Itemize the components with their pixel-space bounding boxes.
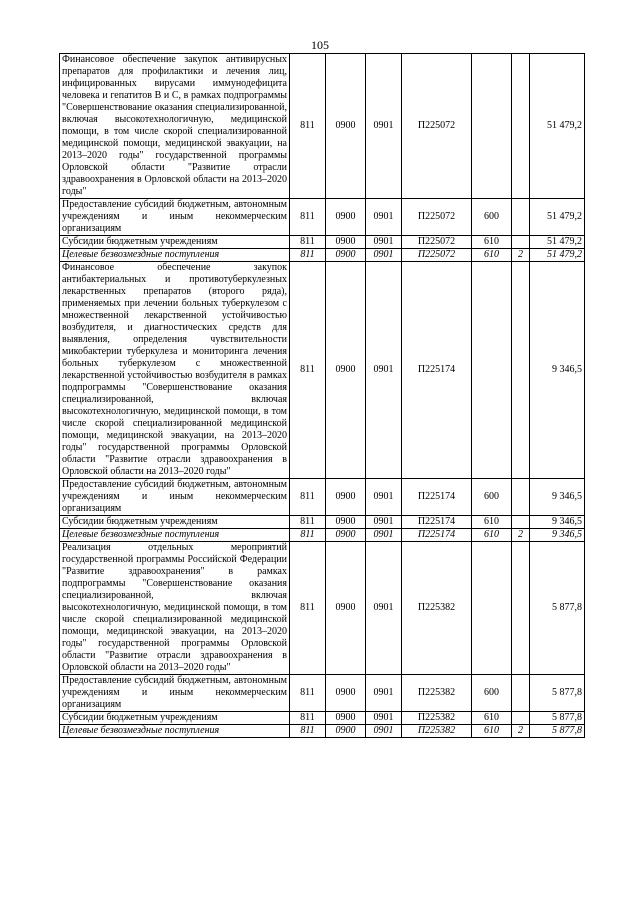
- code-expense-type: [472, 542, 512, 675]
- code-section: 0900: [326, 529, 366, 542]
- code-source: [512, 199, 530, 236]
- code-expense-type: [472, 262, 512, 479]
- code-section: 0900: [326, 675, 366, 712]
- code-expense-type: 610: [472, 249, 512, 262]
- code-source: [512, 542, 530, 675]
- code-ministry: 811: [290, 675, 326, 712]
- code-section: 0900: [326, 54, 366, 199]
- code-subsection: 0901: [366, 249, 402, 262]
- code-subsection: 0901: [366, 516, 402, 529]
- code-expense-type: 600: [472, 675, 512, 712]
- code-ministry: 811: [290, 725, 326, 738]
- amount: 9 346,5: [530, 479, 585, 516]
- code-section: 0900: [326, 262, 366, 479]
- table-row: [60, 712, 585, 725]
- amount: 9 346,5: [530, 529, 585, 542]
- code-target: П225174: [402, 516, 472, 529]
- amount: 5 877,8: [530, 725, 585, 738]
- code-subsection: 0901: [366, 712, 402, 725]
- row-name: Предоставление субсидий бюджетным, автономным учреждениям и иным некоммерческим организациям: [60, 675, 290, 712]
- code-section: 0900: [326, 725, 366, 738]
- code-target: П225382: [402, 725, 472, 738]
- code-source: [512, 262, 530, 479]
- table-row: [60, 236, 585, 249]
- code-target: П225072: [402, 249, 472, 262]
- code-source: 2: [512, 249, 530, 262]
- row-name: Предоставление субсидий бюджетным, автономным учреждениям и иным некоммерческим организациям: [60, 199, 290, 236]
- code-source: [512, 54, 530, 199]
- code-ministry: 811: [290, 262, 326, 479]
- code-target: П225174: [402, 262, 472, 479]
- code-target: П225174: [402, 479, 472, 516]
- code-target: П225072: [402, 236, 472, 249]
- code-target: П225382: [402, 712, 472, 725]
- code-target: П225174: [402, 529, 472, 542]
- table-row: [60, 249, 585, 262]
- code-source: [512, 479, 530, 516]
- page-number: 105: [311, 38, 329, 52]
- code-subsection: 0901: [366, 262, 402, 479]
- table-row: [60, 516, 585, 529]
- code-expense-type: 610: [472, 725, 512, 738]
- code-subsection: 0901: [366, 236, 402, 249]
- amount: 5 877,8: [530, 712, 585, 725]
- code-section: 0900: [326, 479, 366, 516]
- code-section: 0900: [326, 516, 366, 529]
- code-target: П225382: [402, 675, 472, 712]
- code-expense-type: 610: [472, 236, 512, 249]
- code-source: [512, 236, 530, 249]
- table-row: [60, 262, 585, 479]
- amount: 51 479,2: [530, 236, 585, 249]
- table-row: [60, 529, 585, 542]
- code-ministry: 811: [290, 236, 326, 249]
- amount: 5 877,8: [530, 542, 585, 675]
- code-section: 0900: [326, 542, 366, 675]
- code-expense-type: 600: [472, 479, 512, 516]
- table-row: [60, 725, 585, 738]
- code-expense-type: 610: [472, 529, 512, 542]
- code-expense-type: [472, 54, 512, 199]
- row-name: Субсидии бюджетным учреждениям: [60, 516, 290, 529]
- amount: 9 346,5: [530, 516, 585, 529]
- amount: 51 479,2: [530, 54, 585, 199]
- row-name: Предоставление субсидий бюджетным, автономным учреждениям и иным некоммерческим организациям: [60, 479, 290, 516]
- table-row: [60, 54, 585, 199]
- code-subsection: 0901: [366, 529, 402, 542]
- row-name: Целевые безвозмездные поступления: [60, 249, 290, 262]
- code-ministry: 811: [290, 199, 326, 236]
- code-source: [512, 675, 530, 712]
- code-ministry: 811: [290, 542, 326, 675]
- row-name: Финансовое обеспечение закупок антибактериальных и противотуберкулезных лекарственных препаратов (второго ряда), применяемых при лечении больных туберкулезом с множественной лекарственной устойчивостью возбудителя, и диагностических средств для выявления, определения чувствительности микобактерии туберкулеза и мониторинга лечения больных туберкулезом с множественной лекарственной устойчивостью возбудителя в рамках подпрограммы "Совершенствование оказания специализированной, включая высокотехнологичную, медицинской помощи, в том числе скорой специализированной медицинской помощи, медицинской эвакуации, на 2013–2020 годы" государственной программы Орловской области "Развитие отрасли здравоохранения в Орловской области на 2013–2020 годы": [60, 262, 290, 479]
- budget-table: [59, 53, 585, 738]
- amount: 9 346,5: [530, 262, 585, 479]
- amount: 5 877,8: [530, 675, 585, 712]
- code-section: 0900: [326, 199, 366, 236]
- code-target: П225382: [402, 542, 472, 675]
- code-source: [512, 712, 530, 725]
- code-section: 0900: [326, 236, 366, 249]
- code-ministry: 811: [290, 249, 326, 262]
- table-row: [60, 542, 585, 675]
- code-source: [512, 516, 530, 529]
- row-name: Целевые безвозмездные поступления: [60, 529, 290, 542]
- code-ministry: 811: [290, 516, 326, 529]
- amount: 51 479,2: [530, 249, 585, 262]
- code-section: 0900: [326, 249, 366, 262]
- code-expense-type: 610: [472, 516, 512, 529]
- code-target: П225072: [402, 199, 472, 236]
- code-ministry: 811: [290, 54, 326, 199]
- row-name: Субсидии бюджетным учреждениям: [60, 712, 290, 725]
- code-subsection: 0901: [366, 479, 402, 516]
- code-ministry: 811: [290, 479, 326, 516]
- code-section: 0900: [326, 712, 366, 725]
- code-expense-type: 600: [472, 199, 512, 236]
- code-subsection: 0901: [366, 542, 402, 675]
- table-row: [60, 675, 585, 712]
- code-subsection: 0901: [366, 199, 402, 236]
- code-expense-type: 610: [472, 712, 512, 725]
- row-name: Финансовое обеспечение закупок антивирусных препаратов для профилактики и лечения лиц, инфицированных вирусами иммунодефицита человека и гепатитов B и C, в рамках подпрограммы "Совершенствование оказания специализированной, включая высокотехнологичную, медицинской помощи, в том числе скорой специализированной медицинской помощи, медицинской эвакуации, на 2013–2020 годы" государственной программы Орловской области "Развитие отрасли здравоохранения в Орловской области на 2013–2020 годы": [60, 54, 290, 199]
- code-subsection: 0901: [366, 725, 402, 738]
- code-subsection: 0901: [366, 675, 402, 712]
- row-name: Реализация отдельных мероприятий государственной программы Российской Федерации "Развитие здравоохранения" в рамках подпрограммы "Совершенствование оказания специализированной, включая высокотехнологичную, медицинской помощи, в том числе скорой специализированной медицинской помощи, медицинской эвакуации, на 2013–2020 годы" государственной программы Орловской области "Развитие отрасли здравоохранения в Орловской области на 2013–2020 годы": [60, 542, 290, 675]
- table-row: [60, 479, 585, 516]
- code-source: 2: [512, 529, 530, 542]
- code-ministry: 811: [290, 529, 326, 542]
- code-ministry: 811: [290, 712, 326, 725]
- amount: 51 479,2: [530, 199, 585, 236]
- row-name: Субсидии бюджетным учреждениям: [60, 236, 290, 249]
- code-subsection: 0901: [366, 54, 402, 199]
- code-target: П225072: [402, 54, 472, 199]
- row-name: Целевые безвозмездные поступления: [60, 725, 290, 738]
- table-row: [60, 199, 585, 236]
- code-source: 2: [512, 725, 530, 738]
